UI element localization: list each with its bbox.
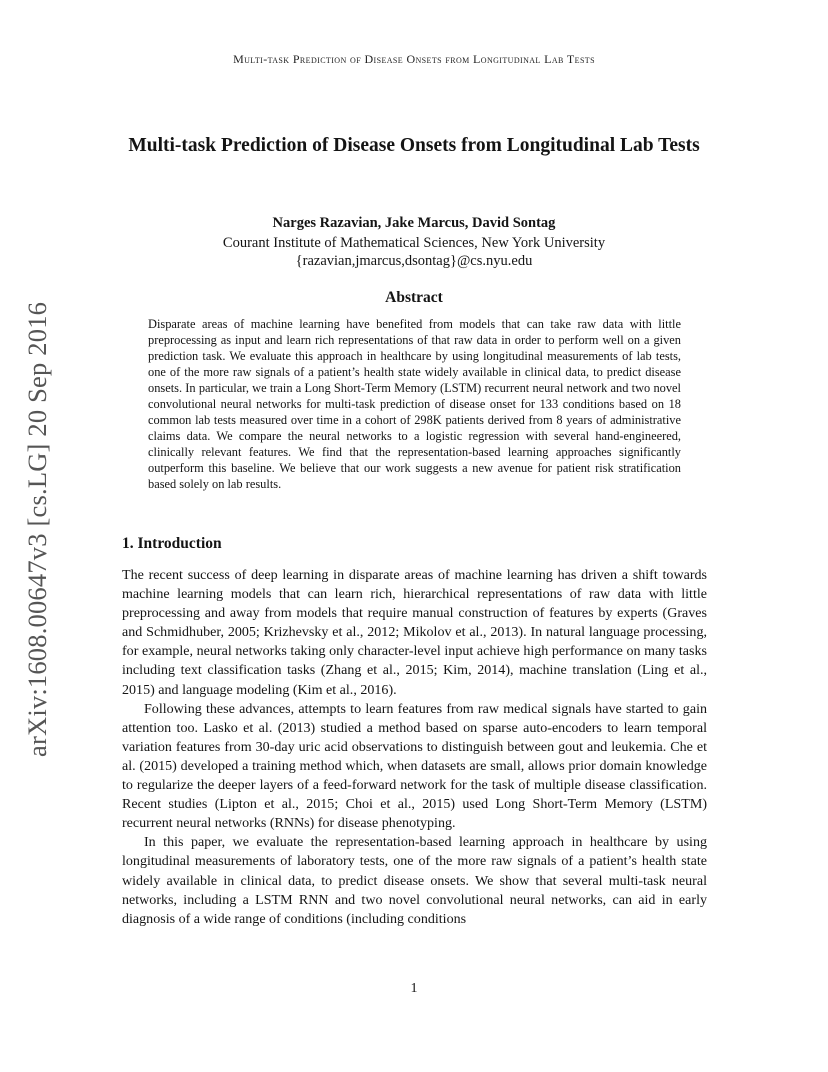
arxiv-identifier-text: arXiv:1608.00647v3 [cs.LG] 20 Sep 2016 <box>22 301 52 757</box>
introduction-paragraph: Following these advances, attempts to learn features from raw medical signals have started to gain attention too. Lasko et al. (2013) studied a method based on sparse auto-encoders to learn temporal variation features from 30-day uric acid observations to distinguish between gout and leukemia. Che et al. (2015) developed a training method which, when datasets are small, allows prior domain knowledge to regularize the deeper layers of a feed-forward network for the task of multiple disease classification. Recent studies (Lipton et al., 2015; Choi et al., 2015) used Long Short-Term Memory (LSTM) recurrent neural networks (RNNs) for disease phenotyping. <box>122 700 707 832</box>
page-number: 1 <box>410 981 418 996</box>
paper-title: Multi-task Prediction of Disease Onsets from Longitudinal Lab Tests <box>128 135 700 156</box>
abstract-text: Disparate areas of machine learning have benefited from models that can take raw data with little preprocessing as input and learn rich representations of that raw data in order to perform well on a given prediction task. We evaluate this approach in healthcare by using longitudinal measurements of lab tests, one of the more raw signals of a patient’s health state widely available in clinical data, to predict disease onsets. In particular, we train a Long Short-Term Memory (LSTM) recurrent neural network and two novel convolutional neural networks for multi-task prediction of disease onset for 133 conditions based on 18 common lab tests measured over time in a cohort of 298K patients derived from 8 years of administrative claims data. We compare the neural networks to a logistic regression with several hand-engineered, clinically relevant features. We find that the representation-based learning approaches significantly outperform this baseline. We believe that our work suggests a new avenue for patient risk stratification based solely on lab results. <box>148 317 681 491</box>
author-emails: {razavian,jmarcus,dsontag}@cs.nyu.edu <box>295 253 533 269</box>
introduction-body <box>122 566 707 929</box>
abstract-heading: Abstract <box>385 289 443 306</box>
arxiv-identifier-stamp <box>24 287 51 757</box>
introduction-paragraph: The recent success of deep learning in disparate areas of machine learning has driven a shift towards machine learning models that can learn rich, hierarchical representations of raw data with little preprocessing and away from models that require manual construction of features by experts (Graves and Schmidhuber, 2005; Krizhevsky et al., 2012; Mikolov et al., 2013). In natural language processing, for example, neural networks taking only character-level input achieve high performance on many tasks including text classification tasks (Zhang et al., 2015; Kim, 2014), machine translation (Ling et al., 2015) and language modeling (Kim et al., 2016). <box>122 567 707 698</box>
author-list: Narges Razavian, Jake Marcus, David Sontag <box>272 215 556 231</box>
author-affiliation: Courant Institute of Mathematical Sciences, New York University <box>222 235 606 251</box>
introduction-heading: 1. Introduction <box>122 535 222 552</box>
introduction-paragraph: In this paper, we evaluate the representation-based learning approach in healthcare by using longitudinal measurements of laboratory tests, one of the more raw signals of a patient’s health state widely available in clinical data, to predict disease onsets. We show that several multi-task neural networks, including a LSTM RNN and two novel convolutional neural networks, can aid in early diagnosis of a wide range of conditions (including conditions <box>122 834 707 927</box>
running-head: Multi-task Prediction of Disease Onsets from Longitudinal Lab Tests <box>233 52 595 66</box>
